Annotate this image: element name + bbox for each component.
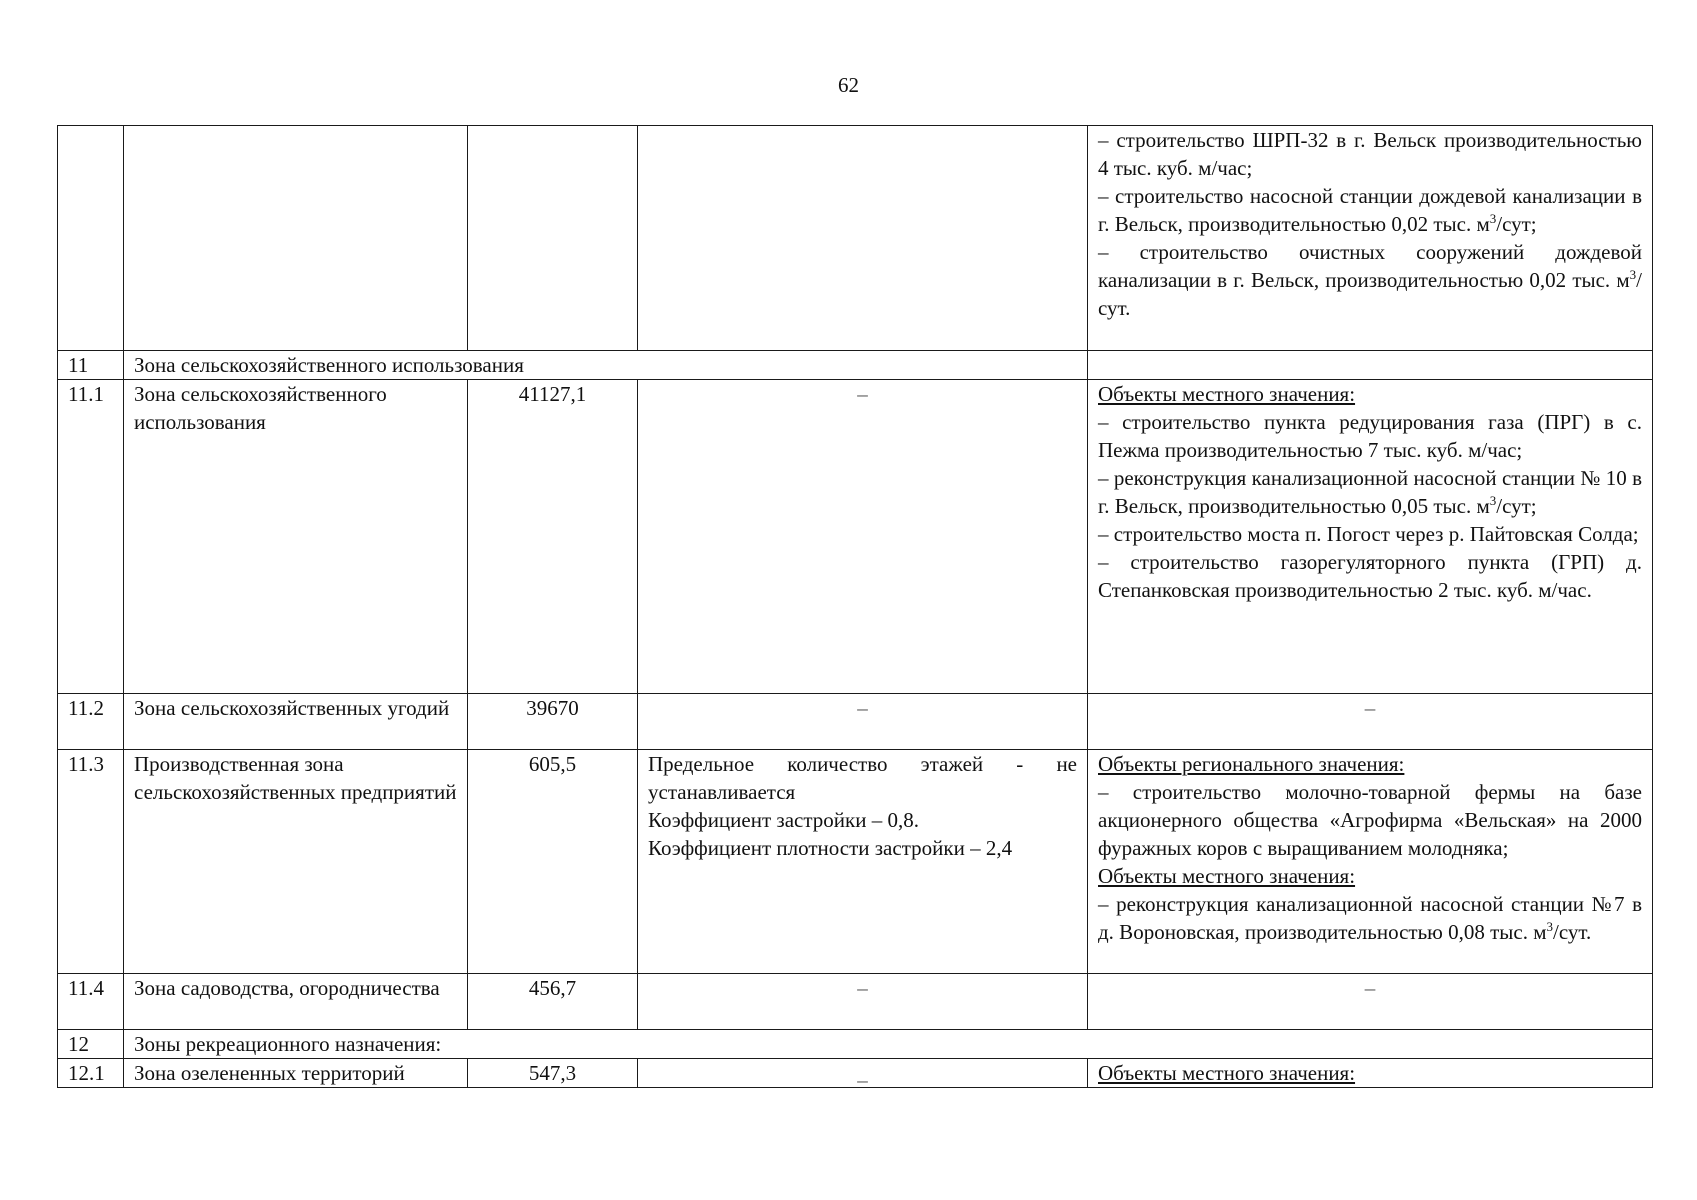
object-item: – строительство молочно-товарной фермы на базе акционерного общества «Агрофирма «Вельская» на 2000 фуражных коров с выращиванием молодняка; — [1098, 780, 1642, 860]
object-item: – строительство насосной станции дождевой канализации в г. Вельск, производительностью 0,02 тыс. $м^3$/сут; — [1098, 184, 1642, 236]
objects-heading: Объекты местного значения: — [1098, 1061, 1356, 1085]
table-row — [58, 974, 1653, 1030]
row-number: 11.2 — [58, 694, 124, 750]
params-cell: – — [638, 974, 1088, 1030]
section-row — [58, 351, 1653, 380]
params-cell — [638, 750, 1088, 974]
object-item: – строительство ШРП-32 в г. Вельск производительностью 4 тыс. куб. м/час; — [1098, 128, 1642, 180]
row-number: 12 — [58, 1030, 124, 1059]
section-title: Зоны рекреационного назначения: — [124, 1030, 1653, 1059]
zone-name: Зона садоводства, огородничества — [124, 974, 468, 1030]
zones-table — [57, 125, 1653, 1088]
param-item: Коэффициент плотности застройки – 2,4 — [648, 836, 1013, 860]
section-title: Зона сельскохозяйственного использования — [124, 351, 1088, 380]
zone-area: 605,5 — [468, 750, 638, 974]
table-row — [58, 126, 1653, 351]
objects-heading: Объекты регионального значения: — [1098, 752, 1405, 776]
params-cell: – — [638, 1059, 1088, 1088]
zone-name: Зона сельскохозяйственного использования — [124, 380, 468, 694]
zone-area: 41127,1 — [468, 380, 638, 694]
section-row — [58, 1030, 1653, 1059]
row-number: 11 — [58, 351, 124, 380]
objects-cell — [1088, 380, 1653, 694]
row-number: 11.4 — [58, 974, 124, 1030]
page-number: 62 — [838, 73, 859, 97]
params-cell: – — [638, 694, 1088, 750]
objects-heading: Объекты местного значения: — [1098, 382, 1356, 406]
zone-area: 39670 — [468, 694, 638, 750]
zone-area: 547,3 — [468, 1059, 638, 1088]
table-row — [58, 694, 1653, 750]
row-number: 11.1 — [58, 380, 124, 694]
objects-cell — [1088, 750, 1653, 974]
object-item: – реконструкция канализационной насосной станции № 10 в г. Вельск, производительностью 0,05 тыс. $м^3$/сут; — [1098, 466, 1642, 518]
param-item: Коэффициент застройки – 0,8. — [648, 808, 919, 832]
zone-name: Зона сельскохозяйственных угодий — [124, 694, 468, 750]
zone-area: 456,7 — [468, 974, 638, 1030]
objects-cell — [1088, 1059, 1653, 1088]
table-row — [58, 380, 1653, 694]
object-item: – реконструкция канализационной насосной станции №7 в д. Вороновская, производительностью 0,08 тыс. $м^3$/сут. — [1098, 892, 1642, 944]
objects-cell: – — [1088, 974, 1653, 1030]
row-number: 11.3 — [58, 750, 124, 974]
objects-cell — [1088, 126, 1653, 351]
table-row — [58, 750, 1653, 974]
row-number: 12.1 — [58, 1059, 124, 1088]
object-item: – строительство газорегуляторного пункта (ГРП) д. Степанковская производительностью 2 тыс. куб. м/час. — [1098, 550, 1642, 602]
objects-cell: – — [1088, 694, 1653, 750]
zone-name: Производственная зона сельскохозяйственных предприятий — [124, 750, 468, 974]
object-item: – строительство пункта редуцирования газа (ПРГ) в с. Пежма производительностью 7 тыс. куб. м/час; — [1098, 410, 1642, 462]
params-cell: – — [638, 380, 1088, 694]
object-item: – строительство моста п. Погост через р. Пайтовская Солда; — [1098, 522, 1639, 546]
object-item: – строительство очистных сооружений дождевой канализации в г. Вельск, производительностью 0,02 тыс. $м^3$/сут. — [1098, 240, 1642, 320]
zone-name: Зона озелененных территорий — [124, 1059, 468, 1088]
table-row — [58, 1059, 1653, 1088]
param-item: Предельное количество этажей - не устанавливается — [648, 752, 1077, 804]
objects-heading: Объекты местного значения: — [1098, 864, 1356, 888]
